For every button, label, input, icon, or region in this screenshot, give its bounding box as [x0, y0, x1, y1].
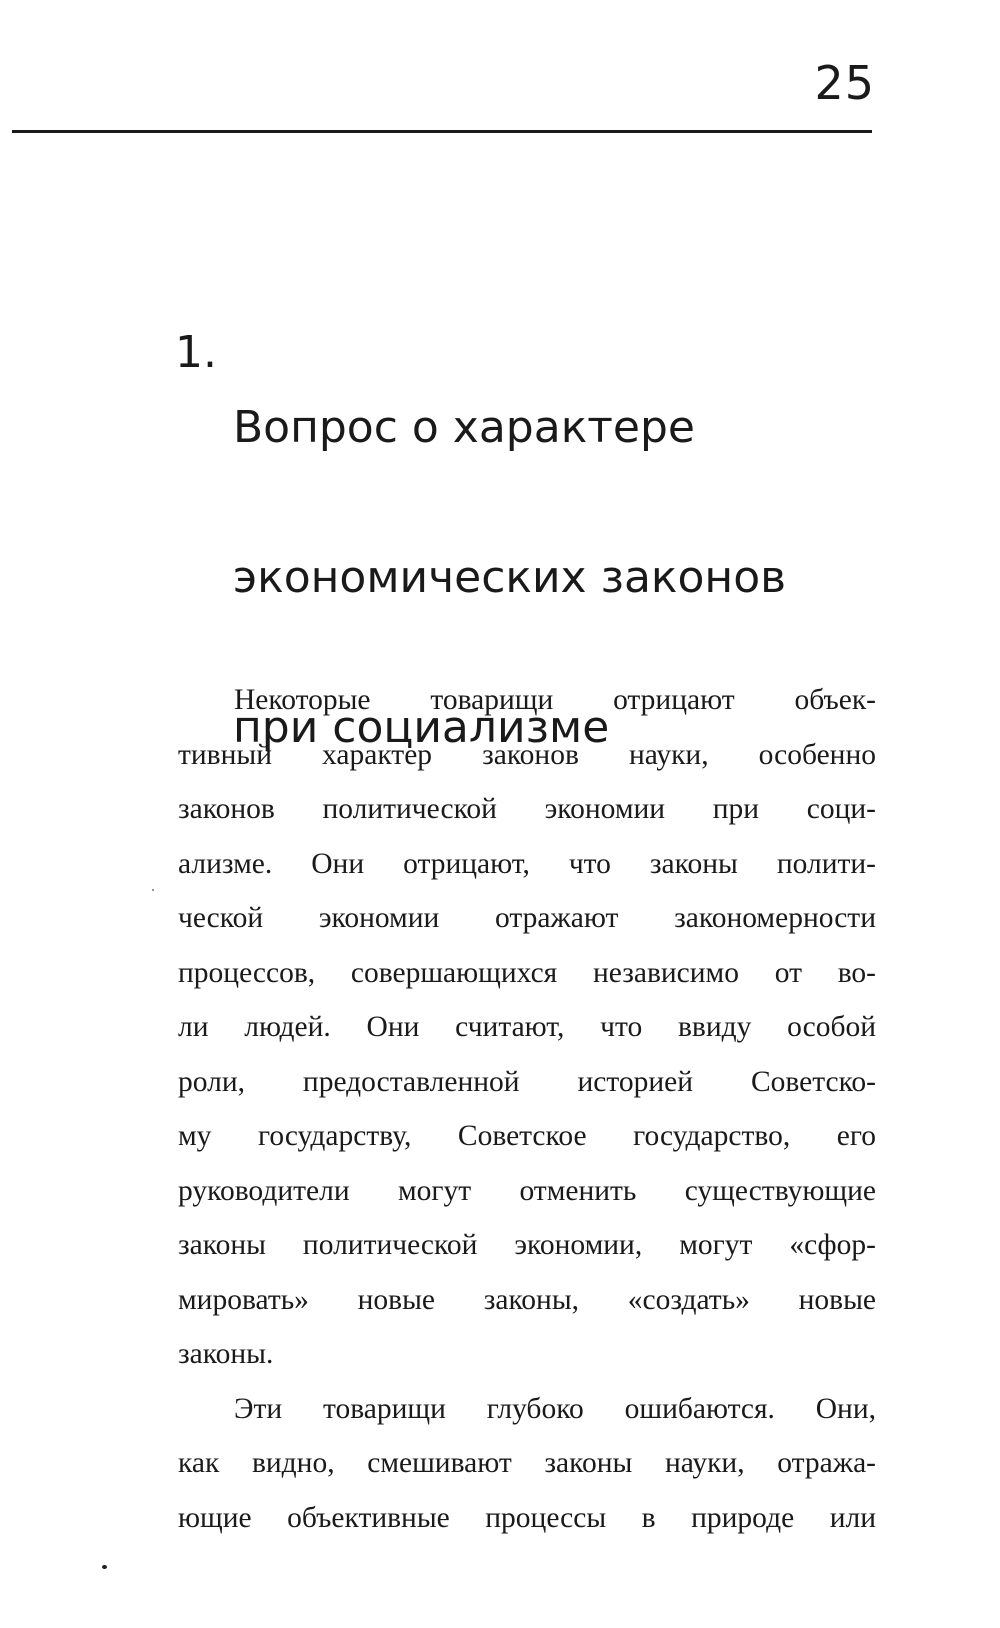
text-line: процессов, совершающихся независимо от во-	[178, 956, 876, 989]
text-line: му государству, Советское государство, его	[178, 1120, 876, 1152]
paragraph	[178, 1382, 876, 1546]
text-line: Некоторые товарищи отрицают объек-	[234, 684, 876, 716]
chapter-title-line: экономических законов	[233, 552, 787, 603]
text-line: тивный характер законов науки, особенно	[178, 738, 876, 771]
text-line: как видно, смешивают законы науки, отража-	[178, 1447, 876, 1479]
text-line: Эти товарищи глубоко ошибаются. Они,	[234, 1392, 876, 1425]
text-line: роли, предоставленной историей Советско-	[178, 1065, 876, 1098]
paragraph	[178, 673, 876, 1382]
body-text	[178, 673, 876, 1545]
text-line: ческой экономии отражают закономерности	[178, 902, 876, 934]
text-line: ющие объективные процессы в природе или	[178, 1501, 876, 1534]
chapter-title-line: Вопрос о характере	[233, 402, 695, 453]
text-line: законы.	[178, 1338, 274, 1370]
text-line: законы политической экономии, могут «сфор-	[178, 1229, 876, 1261]
text-line: руководители могут отменить существующие	[178, 1174, 876, 1207]
text-line: ли людей. Они считают, что ввиду особой	[178, 1011, 876, 1043]
page-number: 25	[814, 56, 875, 110]
text-line: ализме. Они отрицают, что законы полити-	[178, 847, 876, 880]
header-rule	[12, 130, 872, 133]
chapter-number: 1.	[175, 327, 217, 378]
text-line: мировать» новые законы, «создать» новые	[178, 1283, 876, 1316]
text-line: законов политической экономии при соци-	[178, 793, 876, 825]
print-speck	[152, 889, 154, 891]
print-speck	[102, 1565, 107, 1569]
chapter-title-line: при социализме	[233, 702, 610, 753]
